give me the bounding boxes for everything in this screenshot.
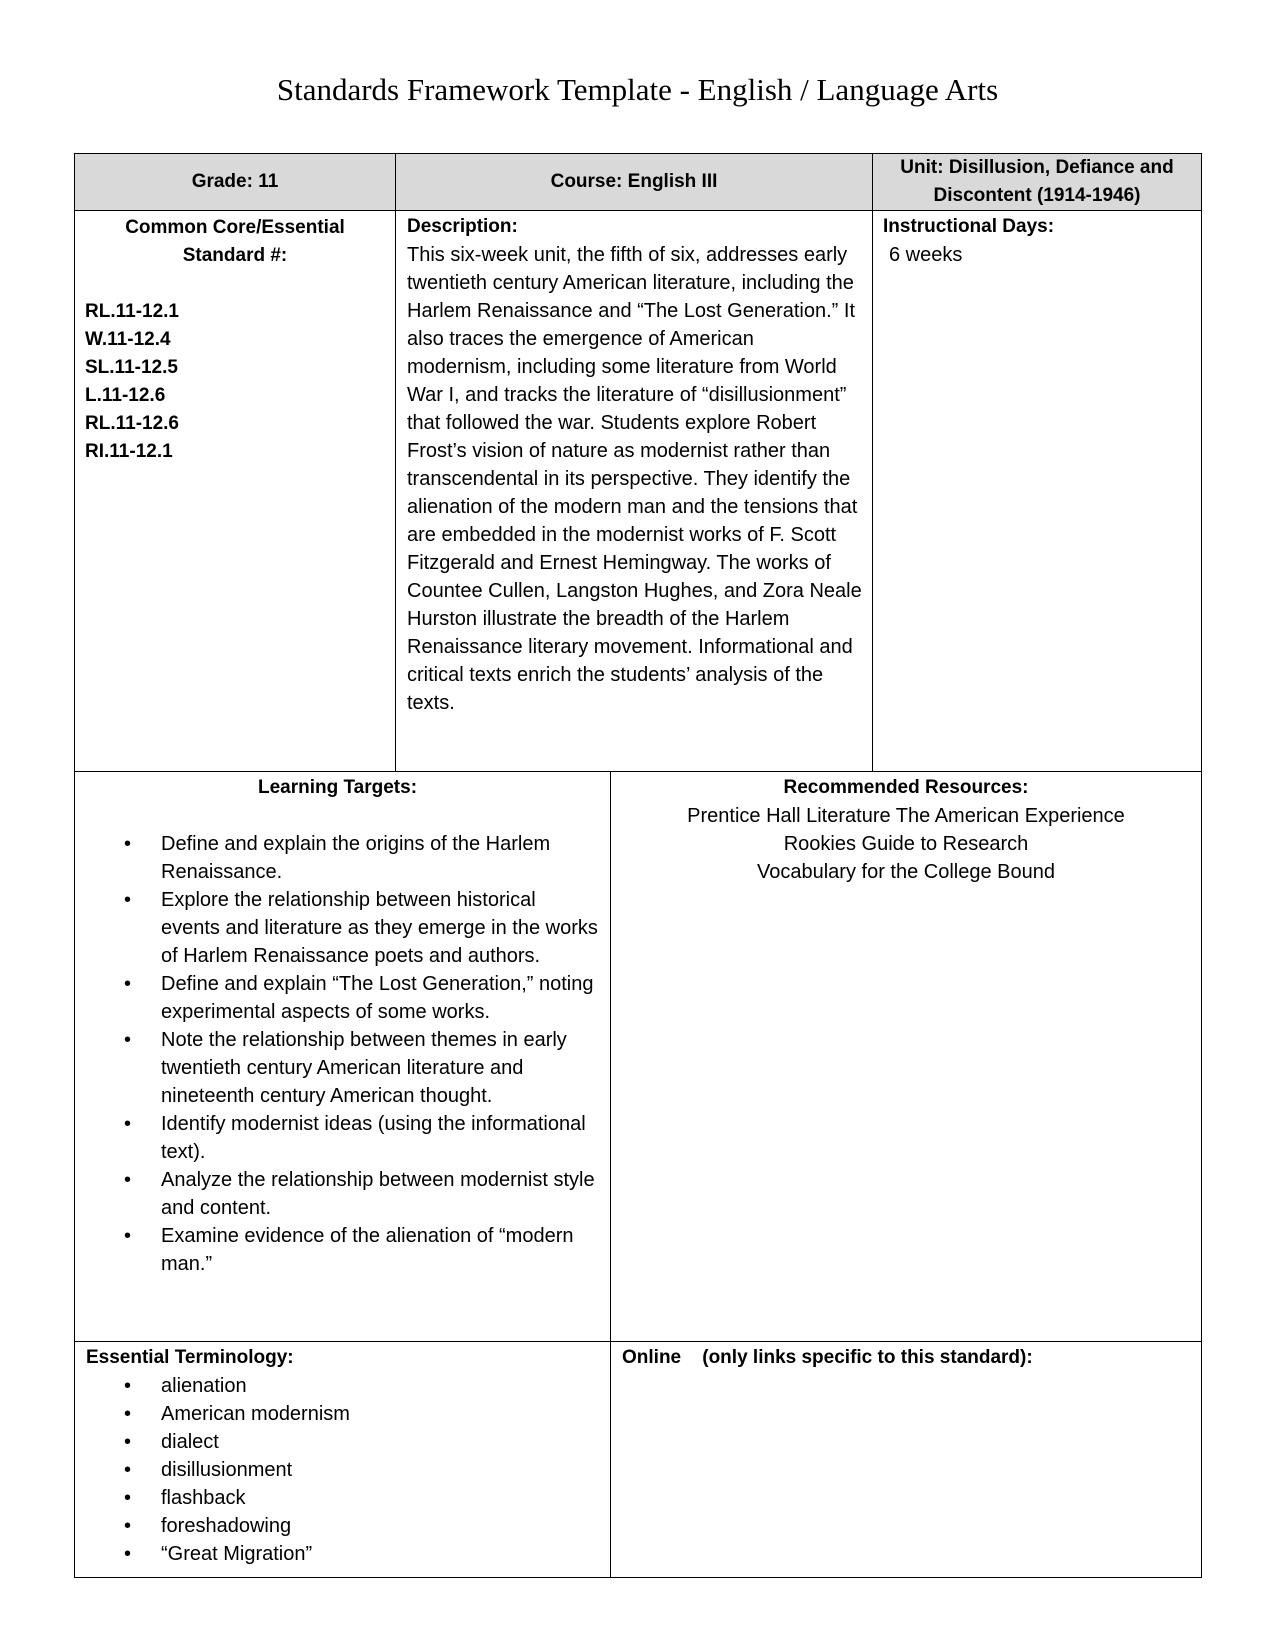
list-item: • Note the relationship between themes in early twentieth century American literature and nineteenth century American thought. bbox=[75, 1026, 600, 1110]
resources-cell bbox=[610, 771, 1202, 1342]
standards-heading-line1: Common Core/Essential bbox=[125, 217, 345, 238]
standard-code: SL.11-12.5 bbox=[85, 357, 178, 378]
instructional-days-cell bbox=[872, 210, 1202, 772]
list-item: • American modernism bbox=[75, 1400, 600, 1428]
list-item: • Analyze the relationship between modernist style and content. bbox=[75, 1166, 600, 1222]
terminology-cell bbox=[74, 1341, 611, 1578]
list-item: • Define and explain “The Lost Generation,” noting experimental aspects of some works. bbox=[75, 970, 600, 1026]
online-label: Online bbox=[622, 1347, 682, 1368]
list-item: • Examine evidence of the alienation of “modern man.” bbox=[75, 1222, 600, 1278]
standard-code: RL.11-12.6 bbox=[85, 413, 179, 434]
list-item: • dialect bbox=[75, 1428, 600, 1456]
online-cell bbox=[610, 1341, 1202, 1578]
unit-label: Unit: Disillusion, Defiance and Discontent (1914-1946) bbox=[900, 157, 1174, 206]
resource-item: Prentice Hall Literature The American Experience bbox=[687, 805, 1125, 827]
description-text: This six-week unit, the fifth of six, addresses early twentieth century American literature, including the Harlem Renaissance and “The Lost Generation.” It also traces the emergence of American modernism, including some literature from World War I, and tracks the literature of “disillusionment” that followed the war. Students explore Robert Frost’s vision of nature as modernist rather than transcendental in its perspective. They identify the alienation of the modern man and the tensions that are embedded in the modernist works of F. Scott Fitzgerald and Ernest Hemingway. The works of Countee Cullen, Langston Hughes, and Zora Neale Hurston illustrate the breadth of the Harlem Renaissance literary movement. Informational and critical texts enrich the students’ analysis of the texts. bbox=[407, 244, 862, 714]
list-item: • foreshadowing bbox=[75, 1512, 600, 1540]
standard-code: RL.11-12.1 bbox=[85, 301, 179, 322]
grade-header bbox=[74, 153, 396, 211]
description-heading: Description: bbox=[407, 216, 518, 237]
instructional-days-heading: Instructional Days: bbox=[883, 216, 1055, 237]
list-item: • alienation bbox=[75, 1372, 600, 1400]
online-note: (only links specific to this standard): bbox=[702, 1347, 1033, 1368]
list-item: • “Great Migration” bbox=[75, 1540, 600, 1568]
standards-cell bbox=[74, 210, 396, 772]
standards-heading-line2: Standard #: bbox=[182, 245, 288, 266]
instructional-days-value: 6 weeks bbox=[889, 244, 963, 266]
standard-code: L.11-12.6 bbox=[85, 385, 166, 406]
learning-targets-cell bbox=[74, 771, 611, 1342]
resources-heading: Recommended Resources: bbox=[783, 777, 1029, 798]
unit-header bbox=[872, 153, 1202, 211]
list-item: • flashback bbox=[75, 1484, 600, 1512]
list-item: • disillusionment bbox=[75, 1456, 600, 1484]
document-title: Standards Framework Template - English / Language Arts bbox=[276, 72, 999, 107]
resource-item: Rookies Guide to Research bbox=[783, 833, 1029, 855]
grade-label: Grade: 11 bbox=[191, 171, 279, 192]
resource-item: Vocabulary for the College Bound bbox=[757, 861, 1055, 883]
course-label: Course: English III bbox=[550, 171, 718, 192]
list-item: • Identify modernist ideas (using the informational text). bbox=[75, 1110, 600, 1166]
standard-code: RI.11-12.1 bbox=[85, 441, 173, 462]
learning-targets-heading: Learning Targets: bbox=[257, 777, 418, 798]
terminology-heading: Essential Terminology: bbox=[86, 1347, 294, 1368]
course-header bbox=[395, 153, 873, 211]
list-item: • Define and explain the origins of the Harlem Renaissance. bbox=[75, 830, 600, 886]
standard-code: W.11-12.4 bbox=[85, 329, 171, 350]
list-item: • Explore the relationship between historical events and literature as they emerge in the works of Harlem Renaissance poets and authors. bbox=[75, 886, 600, 970]
terminology-list bbox=[75, 1372, 600, 1568]
description-cell bbox=[395, 210, 873, 772]
learning-targets-list bbox=[75, 830, 600, 1278]
